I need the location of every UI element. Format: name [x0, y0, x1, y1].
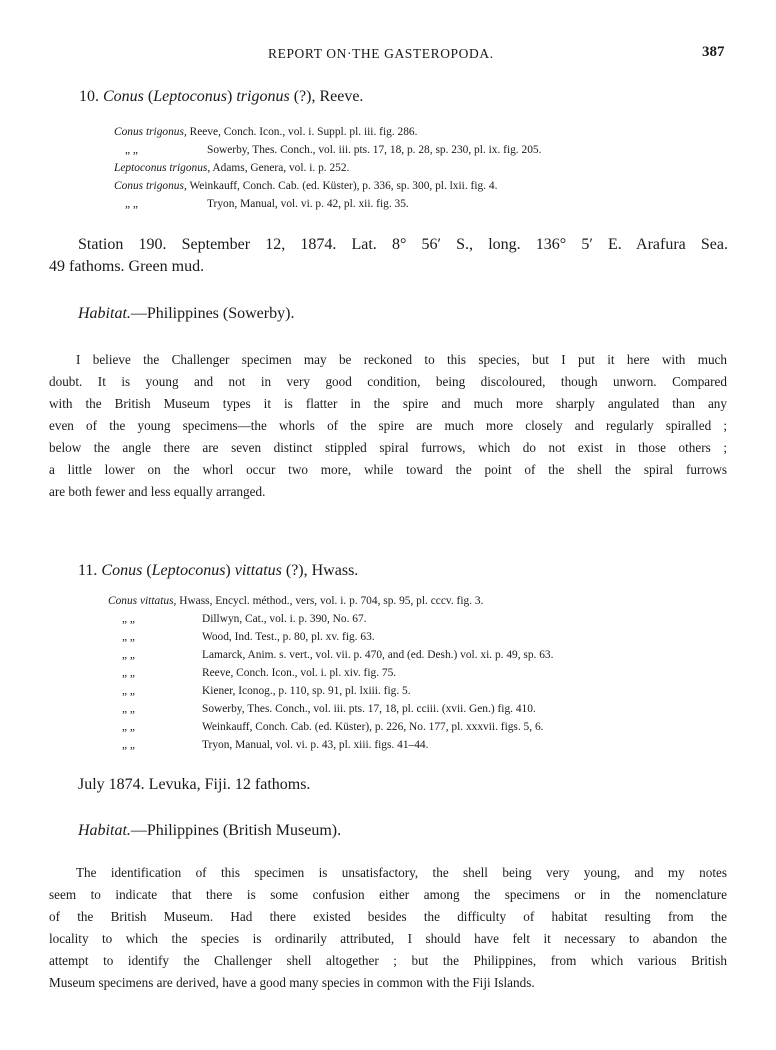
ditto-marks: „ „: [122, 667, 135, 679]
paragraph-line: seem to indicate that there is some confusion either among the specimens or in the nomenclature: [49, 887, 727, 902]
habitat-label: Habitat.: [78, 822, 131, 839]
station-line: Station 190. September 12, 1874. Lat. 8° 56′ S., long. 136° 5′ E. Arafura Sea.: [78, 236, 728, 253]
station-line: July 1874. Levuka, Fiji. 12 fathoms.: [78, 776, 311, 793]
synonymy-entry: „ „ Reeve, Conch. Icon., vol. i. pl. xiv. fig. 75.: [122, 667, 397, 679]
epithet: trigonus: [236, 88, 290, 105]
synonymy-entry: „ „ Tryon, Manual, vol. vi. p. 43, pl. xiii. figs. 41–44.: [122, 739, 429, 751]
subgenus: Leptoconus: [153, 88, 228, 105]
subgenus-close: ): [227, 88, 233, 105]
synonymy-entry: „ „ Kiener, Iconog., p. 110, sp. 91, pl. lxiii. fig. 5.: [122, 685, 411, 697]
synonymy-entry: „ „ Sowerby, Thes. Conch., vol. iii. pts. 17, 18, pl. cciii. (xvii. Gen.) fig. 410.: [122, 703, 536, 715]
synonymy-entry: „ „ Wood, Ind. Test., p. 80, pl. xv. fig. 63.: [122, 631, 375, 643]
paragraph-line: of the British Museum. Had there existed besides the difficulty of habitat resulting from the: [49, 909, 727, 924]
paragraph-line: even of the young specimens—the whorls of the spire are much more closely and regularly spiralled ;: [49, 418, 727, 433]
author: Hwass.: [311, 562, 359, 579]
paragraph-line: locality to which the species is ordinarily attributed, I should have felt it necessary to abandon the: [49, 931, 727, 946]
ditto-marks: „ „: [122, 721, 135, 733]
paragraph-line: Museum specimens are derived, have a good many species in common with the Fiji Islands.: [49, 975, 535, 990]
subgenus-open: (: [146, 562, 152, 579]
paragraph-line: are both fewer and less equally arranged.: [49, 484, 266, 499]
habitat-label: Habitat.: [78, 305, 131, 322]
synonymy-entry: „ „ Weinkauff, Conch. Cab. (ed. Küster), p. 226, No. 177, pl. xxxvii. figs. 5, 6.: [122, 721, 544, 733]
ditto-marks: „ „: [122, 739, 135, 751]
query-mark: (?),: [285, 562, 308, 579]
synonymy-entry: „ „ Lamarck, Anim. s. vert., vol. vii. p. 470, and (ed. Desh.) vol. xi. p. 49, sp. 63.: [122, 649, 554, 661]
habitat-text: —Philippines (Sowerby).: [130, 305, 295, 322]
paragraph-line: attempt to identify the Challenger shell altogether ; but the Philippines, from which various British: [49, 953, 727, 968]
habitat-line: [78, 305, 294, 323]
paragraph-line: The identification of this specimen is unsatisfactory, the shell being very young, and my notes: [76, 865, 727, 880]
subgenus-open: (: [147, 88, 154, 105]
ditto-marks: „ „: [122, 703, 135, 715]
habitat-text: —Philippines (British Museum).: [130, 822, 342, 839]
synonymy-entry: „ „ Tryon, Manual, vol. vi. p. 42, pl. xii. fig. 35.: [125, 198, 409, 210]
epithet: vittatus: [234, 562, 282, 579]
ditto-marks: „ „: [122, 685, 135, 697]
synonymy-entry: Conus trigonus, Reeve, Conch. Icon., vol. i. Suppl. pl. iii. fig. 286.: [114, 126, 418, 138]
species-10-heading: [79, 88, 363, 106]
species-number: 10.: [79, 88, 99, 105]
paragraph-line: with the British Museum types it is flatter in the spire and much more sharply angulated than any: [49, 396, 727, 411]
subgenus: Leptoconus: [151, 562, 226, 579]
synonymy-entry: „ „ Sowerby, Thes. Conch., vol. iii. pts. 17, 18, p. 28, sp. 230, pl. ix. fig. 205.: [125, 144, 542, 156]
author: Reeve.: [319, 88, 364, 105]
ditto-marks: „ „: [125, 144, 138, 156]
genus: Conus: [103, 88, 144, 105]
paragraph-line: below the angle there are seven distinct stippled spiral furrows, which do not exist in those others ;: [49, 440, 727, 455]
running-head: REPORT ON·THE GASTEROPODA.: [268, 46, 494, 61]
paragraph-line: I believe the Challenger specimen may be reckoned to this species, but I put it here with much: [76, 352, 727, 367]
ditto-marks: „ „: [125, 198, 138, 210]
page-number: 387: [702, 44, 725, 60]
habitat-line: [78, 822, 341, 840]
query-mark: (?),: [293, 88, 316, 105]
genus: Conus: [101, 562, 143, 579]
synonymy-entry: Leptoconus trigonus, Adams, Genera, vol. i. p. 252.: [114, 162, 350, 174]
station-line: 49 fathoms. Green mud.: [49, 258, 205, 275]
ditto-marks: „ „: [122, 631, 135, 643]
species-11-heading: [78, 562, 358, 580]
synonymy-entry: Conus trigonus, Weinkauff, Conch. Cab. (ed. Küster), p. 336, sp. 300, pl. lxii. fig. 4.: [114, 180, 498, 192]
paragraph-line: doubt. It is young and not in very good condition, being discoloured, though unworn. Compared: [49, 374, 727, 389]
subgenus-close: ): [225, 562, 231, 579]
ditto-marks: „ „: [122, 613, 135, 625]
synonymy-entry: „ „ Dillwyn, Cat., vol. i. p. 390, No. 67.: [122, 613, 367, 625]
paragraph-line: a little lower on the whorl occur two more, while toward the point of the shell the spiral furrows: [49, 462, 727, 477]
ditto-marks: „ „: [122, 649, 135, 661]
species-number: 11.: [78, 562, 98, 579]
synonymy-entry: Conus vittatus, Hwass, Encycl. méthod., vers, vol. i. p. 704, sp. 95, pl. cccv. fig. 3.: [108, 595, 484, 607]
